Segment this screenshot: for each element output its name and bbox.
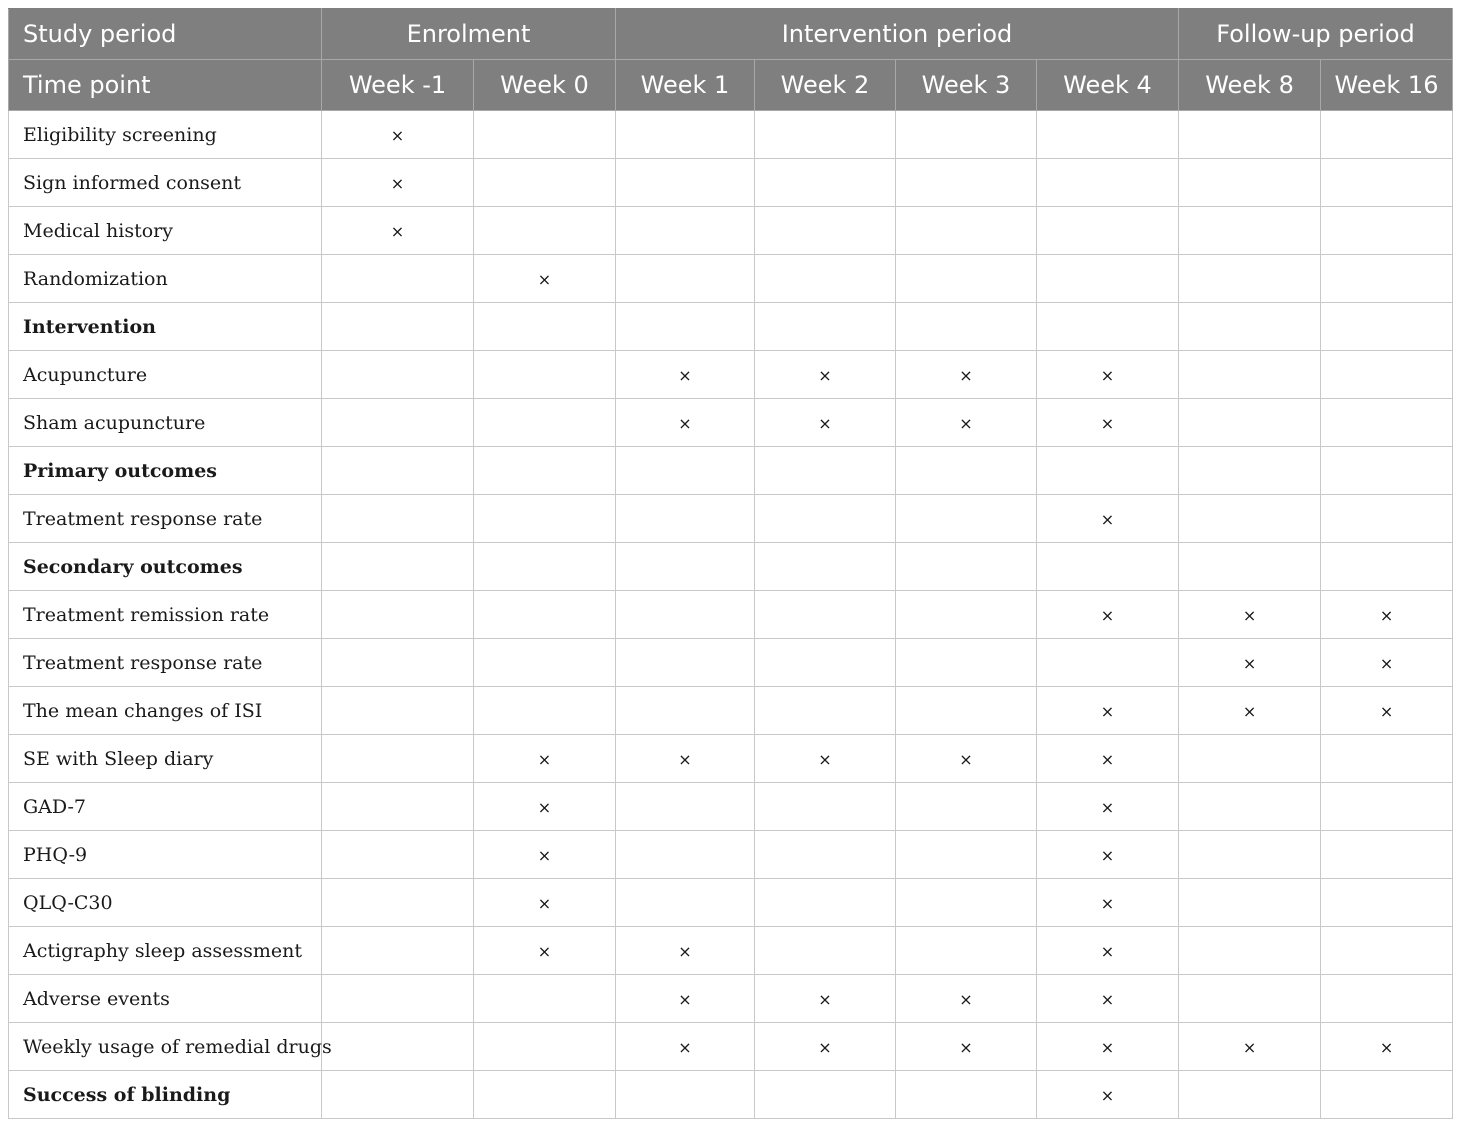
schedule-cell <box>1179 111 1321 159</box>
table-row <box>9 543 1453 591</box>
schedule-cell <box>616 927 755 975</box>
schedule-cell <box>1037 255 1179 303</box>
schedule-cell <box>755 687 896 735</box>
schedule-cell <box>1321 447 1453 495</box>
schedule-cell <box>1179 303 1321 351</box>
schedule-cell <box>1321 687 1453 735</box>
schedule-cell <box>896 591 1037 639</box>
schedule-cell <box>474 1023 616 1071</box>
row-label-cell: Sham acupuncture <box>9 399 322 447</box>
week-header: Week 0 <box>474 60 616 111</box>
schedule-cell <box>1321 543 1453 591</box>
scheduled-mark: × <box>678 413 692 433</box>
scheduled-mark: × <box>959 989 973 1009</box>
schedule-cell <box>1321 159 1453 207</box>
schedule-cell <box>1321 975 1453 1023</box>
table-row <box>9 303 1453 351</box>
schedule-cell <box>1037 207 1179 255</box>
schedule-cell <box>896 879 1037 927</box>
schedule-cell <box>1179 927 1321 975</box>
row-label-cell: Medical history <box>9 207 322 255</box>
table-row <box>9 687 1453 735</box>
scheduled-mark: × <box>959 365 973 385</box>
schedule-cell <box>616 207 755 255</box>
schedule-cell <box>322 255 474 303</box>
schedule-cell <box>616 543 755 591</box>
schedule-cell <box>616 111 755 159</box>
schedule-cell <box>322 159 474 207</box>
schedule-cell <box>322 831 474 879</box>
schedule-cell <box>1179 735 1321 783</box>
schedule-cell <box>1321 1023 1453 1071</box>
scheduled-mark: × <box>390 125 405 145</box>
scheduled-mark: × <box>1379 653 1394 673</box>
scheduled-mark: × <box>678 941 692 961</box>
schedule-cell <box>616 159 755 207</box>
scheduled-mark: × <box>1100 749 1115 769</box>
scheduled-mark: × <box>1100 845 1115 865</box>
scheduled-mark: × <box>678 1037 692 1057</box>
schedule-cell <box>1179 1071 1321 1119</box>
schedule-cell <box>1321 831 1453 879</box>
scheduled-mark: × <box>678 989 692 1009</box>
row-label-cell: QLQ-C30 <box>9 879 322 927</box>
schedule-cell <box>616 495 755 543</box>
schedule-cell <box>322 879 474 927</box>
section-heading-cell: Success of blinding <box>9 1071 322 1119</box>
row-label-cell: GAD-7 <box>9 783 322 831</box>
table-row <box>9 255 1453 303</box>
scheduled-mark: × <box>1379 605 1394 625</box>
schedule-cell <box>616 255 755 303</box>
schedule-cell <box>1321 111 1453 159</box>
row-label-cell: SE with Sleep diary <box>9 735 322 783</box>
schedule-cell <box>755 543 896 591</box>
schedule-cell <box>1037 303 1179 351</box>
schedule-cell <box>474 831 616 879</box>
schedule-cell <box>474 975 616 1023</box>
table-row <box>9 159 1453 207</box>
week-header: Week -1 <box>322 60 474 111</box>
schedule-cell <box>474 735 616 783</box>
schedule-cell <box>1037 1023 1179 1071</box>
schedule-cell <box>322 399 474 447</box>
schedule-cell <box>1179 495 1321 543</box>
schedule-cell <box>1037 975 1179 1023</box>
intervention-period-header: Intervention period <box>616 9 1179 60</box>
schedule-cell <box>1179 159 1321 207</box>
header-row-timepoints <box>9 60 1453 111</box>
schedule-cell <box>1179 783 1321 831</box>
scheduled-mark: × <box>390 173 405 193</box>
schedule-cell <box>322 735 474 783</box>
study-period-label: Study period <box>9 9 322 60</box>
schedule-cell <box>322 207 474 255</box>
schedule-cell <box>1037 831 1179 879</box>
scheduled-mark: × <box>537 797 552 817</box>
schedule-cell <box>474 351 616 399</box>
schedule-cell <box>896 399 1037 447</box>
schedule-cell <box>1321 639 1453 687</box>
table-row <box>9 1023 1453 1071</box>
row-label-cell: Treatment response rate <box>9 495 322 543</box>
schedule-cell <box>896 351 1037 399</box>
schedule-cell <box>896 447 1037 495</box>
schedule-cell <box>616 639 755 687</box>
scheduled-mark: × <box>1100 989 1115 1009</box>
schedule-cell <box>1037 783 1179 831</box>
schedule-cell <box>1179 879 1321 927</box>
schedule-cell <box>755 927 896 975</box>
schedule-cell <box>1037 927 1179 975</box>
schedule-cell <box>755 975 896 1023</box>
scheduled-mark: × <box>1100 605 1115 625</box>
schedule-cell <box>1179 639 1321 687</box>
schedule-cell <box>1179 255 1321 303</box>
scheduled-mark: × <box>818 989 832 1009</box>
schedule-cell <box>755 1071 896 1119</box>
schedule-cell <box>1321 927 1453 975</box>
schedule-cell <box>755 783 896 831</box>
schedule-cell <box>474 207 616 255</box>
schedule-cell <box>322 351 474 399</box>
scheduled-mark: × <box>537 893 552 913</box>
section-heading-cell: Secondary outcomes <box>9 543 322 591</box>
table-row <box>9 495 1453 543</box>
schedule-cell <box>1179 831 1321 879</box>
schedule-cell <box>755 207 896 255</box>
schedule-cell <box>1321 207 1453 255</box>
schedule-cell <box>1321 255 1453 303</box>
schedule-cell <box>616 399 755 447</box>
schedule-cell <box>616 783 755 831</box>
schedule-cell <box>474 255 616 303</box>
enrolment-header: Enrolment <box>322 9 616 60</box>
schedule-cell <box>474 1071 616 1119</box>
follow-up-period-header: Follow-up period <box>1179 9 1453 60</box>
schedule-cell <box>1179 975 1321 1023</box>
scheduled-mark: × <box>537 269 552 289</box>
scheduled-mark: × <box>959 413 973 433</box>
schedule-cell <box>1037 639 1179 687</box>
schedule-cell <box>755 735 896 783</box>
table-row <box>9 879 1453 927</box>
week-header: Week 2 <box>755 60 896 111</box>
schedule-cell <box>896 1023 1037 1071</box>
schedule-cell <box>1321 303 1453 351</box>
schedule-cell <box>1321 1071 1453 1119</box>
schedule-cell <box>1179 1023 1321 1071</box>
schedule-cell <box>1037 735 1179 783</box>
row-label-cell: Eligibility screening <box>9 111 322 159</box>
scheduled-mark: × <box>537 749 552 769</box>
row-label-cell: Actigraphy sleep assessment <box>9 927 322 975</box>
section-heading-cell: Intervention <box>9 303 322 351</box>
schedule-cell <box>1179 687 1321 735</box>
scheduled-mark: × <box>678 365 692 385</box>
schedule-cell <box>755 255 896 303</box>
schedule-cell <box>755 639 896 687</box>
schedule-cell <box>474 687 616 735</box>
schedule-cell <box>755 879 896 927</box>
scheduled-mark: × <box>1100 1085 1115 1105</box>
schedule-cell <box>616 351 755 399</box>
scheduled-mark: × <box>959 1037 973 1057</box>
schedule-cell <box>616 687 755 735</box>
table-row <box>9 399 1453 447</box>
schedule-cell <box>1037 687 1179 735</box>
schedule-cell <box>1037 879 1179 927</box>
schedule-cell <box>616 1071 755 1119</box>
schedule-cell <box>1179 591 1321 639</box>
schedule-cell <box>755 159 896 207</box>
table-row <box>9 447 1453 495</box>
table-header <box>9 9 1453 111</box>
schedule-cell <box>1179 399 1321 447</box>
scheduled-mark: × <box>390 221 405 241</box>
schedule-cell <box>616 1023 755 1071</box>
schedule-cell <box>322 495 474 543</box>
scheduled-mark: × <box>1242 653 1257 673</box>
schedule-cell <box>616 447 755 495</box>
schedule-cell <box>896 639 1037 687</box>
schedule-cell <box>896 975 1037 1023</box>
schedule-cell <box>1321 783 1453 831</box>
schedule-cell <box>474 927 616 975</box>
table-row <box>9 207 1453 255</box>
table-row <box>9 927 1453 975</box>
schedule-cell <box>896 783 1037 831</box>
scheduled-mark: × <box>537 941 552 961</box>
schedule-cell <box>896 303 1037 351</box>
schedule-cell <box>616 591 755 639</box>
schedule-cell <box>616 975 755 1023</box>
scheduled-mark: × <box>818 1037 832 1057</box>
schedule-cell <box>896 927 1037 975</box>
schedule-cell <box>474 783 616 831</box>
scheduled-mark: × <box>818 413 832 433</box>
scheduled-mark: × <box>1100 509 1115 529</box>
schedule-cell <box>1037 351 1179 399</box>
table-body <box>9 111 1453 1119</box>
schedule-cell <box>755 1023 896 1071</box>
schedule-cell <box>322 591 474 639</box>
schedule-cell <box>1037 399 1179 447</box>
schedule-cell <box>896 159 1037 207</box>
schedule-cell <box>322 639 474 687</box>
schedule-cell <box>322 543 474 591</box>
schedule-cell <box>1321 399 1453 447</box>
schedule-cell <box>755 447 896 495</box>
schedule-cell <box>474 591 616 639</box>
schedule-cell <box>1037 495 1179 543</box>
schedule-cell <box>474 111 616 159</box>
schedule-cell <box>1179 351 1321 399</box>
schedule-cell <box>322 783 474 831</box>
schedule-cell <box>616 879 755 927</box>
row-label-cell: Sign informed consent <box>9 159 322 207</box>
scheduled-mark: × <box>678 749 692 769</box>
schedule-cell <box>896 495 1037 543</box>
schedule-cell <box>1321 879 1453 927</box>
row-label-cell: Adverse events <box>9 975 322 1023</box>
schedule-cell <box>755 399 896 447</box>
scheduled-mark: × <box>1242 605 1257 625</box>
row-label-cell: Treatment remission rate <box>9 591 322 639</box>
schedule-cell <box>1179 543 1321 591</box>
table-row <box>9 831 1453 879</box>
week-header: Week 8 <box>1179 60 1321 111</box>
schedule-cell <box>1321 591 1453 639</box>
schedule-cell <box>322 1023 474 1071</box>
table-row <box>9 351 1453 399</box>
scheduled-mark: × <box>959 749 973 769</box>
schedule-cell <box>896 735 1037 783</box>
row-label-cell: PHQ-9 <box>9 831 322 879</box>
schedule-cell <box>1037 447 1179 495</box>
schedule-cell <box>755 303 896 351</box>
schedule-cell <box>474 879 616 927</box>
week-header: Week 1 <box>616 60 755 111</box>
scheduled-mark: × <box>1100 797 1115 817</box>
schedule-table-container <box>8 8 1453 1119</box>
row-label-cell: Acupuncture <box>9 351 322 399</box>
schedule-cell <box>896 207 1037 255</box>
schedule-cell <box>474 447 616 495</box>
schedule-cell <box>616 735 755 783</box>
row-label-cell: Weekly usage of remedial drugs <box>9 1023 322 1071</box>
schedule-cell <box>322 111 474 159</box>
scheduled-mark: × <box>1100 365 1115 385</box>
schedule-cell <box>896 831 1037 879</box>
week-header: Week 4 <box>1037 60 1179 111</box>
header-row-periods <box>9 9 1453 60</box>
schedule-cell <box>1037 111 1179 159</box>
schedule-cell <box>616 303 755 351</box>
scheduled-mark: × <box>1100 893 1115 913</box>
scheduled-mark: × <box>1242 1037 1257 1057</box>
row-label-cell: Treatment response rate <box>9 639 322 687</box>
schedule-cell <box>1179 447 1321 495</box>
schedule-cell <box>755 351 896 399</box>
schedule-cell <box>755 111 896 159</box>
schedule-cell <box>755 495 896 543</box>
week-header: Week 16 <box>1321 60 1453 111</box>
schedule-cell <box>474 543 616 591</box>
section-heading-cell: Primary outcomes <box>9 447 322 495</box>
schedule-cell <box>474 303 616 351</box>
scheduled-mark: × <box>818 365 832 385</box>
scheduled-mark: × <box>1242 701 1257 721</box>
table-row <box>9 975 1453 1023</box>
schedule-cell <box>1037 159 1179 207</box>
scheduled-mark: × <box>1100 701 1115 721</box>
schedule-cell <box>474 495 616 543</box>
schedule-cell <box>1037 591 1179 639</box>
schedule-cell <box>1321 735 1453 783</box>
schedule-cell <box>322 687 474 735</box>
scheduled-mark: × <box>1100 413 1115 433</box>
table-row <box>9 735 1453 783</box>
scheduled-mark: × <box>1379 701 1394 721</box>
schedule-cell <box>474 159 616 207</box>
scheduled-mark: × <box>818 749 832 769</box>
study-schedule-table <box>8 8 1453 1119</box>
schedule-cell <box>1321 351 1453 399</box>
schedule-cell <box>896 1071 1037 1119</box>
schedule-cell <box>755 831 896 879</box>
scheduled-mark: × <box>1100 1037 1115 1057</box>
schedule-cell <box>1179 207 1321 255</box>
schedule-cell <box>616 831 755 879</box>
table-row <box>9 591 1453 639</box>
schedule-cell <box>322 1071 474 1119</box>
schedule-cell <box>474 639 616 687</box>
schedule-cell <box>896 687 1037 735</box>
schedule-cell <box>1037 1071 1179 1119</box>
schedule-cell <box>755 591 896 639</box>
schedule-cell <box>1037 543 1179 591</box>
schedule-cell <box>322 447 474 495</box>
row-label-cell: The mean changes of ISI <box>9 687 322 735</box>
schedule-cell <box>896 255 1037 303</box>
schedule-cell <box>322 927 474 975</box>
table-row <box>9 639 1453 687</box>
scheduled-mark: × <box>537 845 552 865</box>
schedule-cell <box>896 543 1037 591</box>
schedule-cell <box>322 975 474 1023</box>
scheduled-mark: × <box>1379 1037 1394 1057</box>
table-row <box>9 783 1453 831</box>
schedule-cell <box>1321 495 1453 543</box>
schedule-cell <box>896 111 1037 159</box>
time-point-label: Time point <box>9 60 322 111</box>
schedule-cell <box>474 399 616 447</box>
scheduled-mark: × <box>1100 941 1115 961</box>
schedule-cell <box>322 303 474 351</box>
table-row <box>9 1071 1453 1119</box>
row-label-cell: Randomization <box>9 255 322 303</box>
week-header: Week 3 <box>896 60 1037 111</box>
table-row <box>9 111 1453 159</box>
